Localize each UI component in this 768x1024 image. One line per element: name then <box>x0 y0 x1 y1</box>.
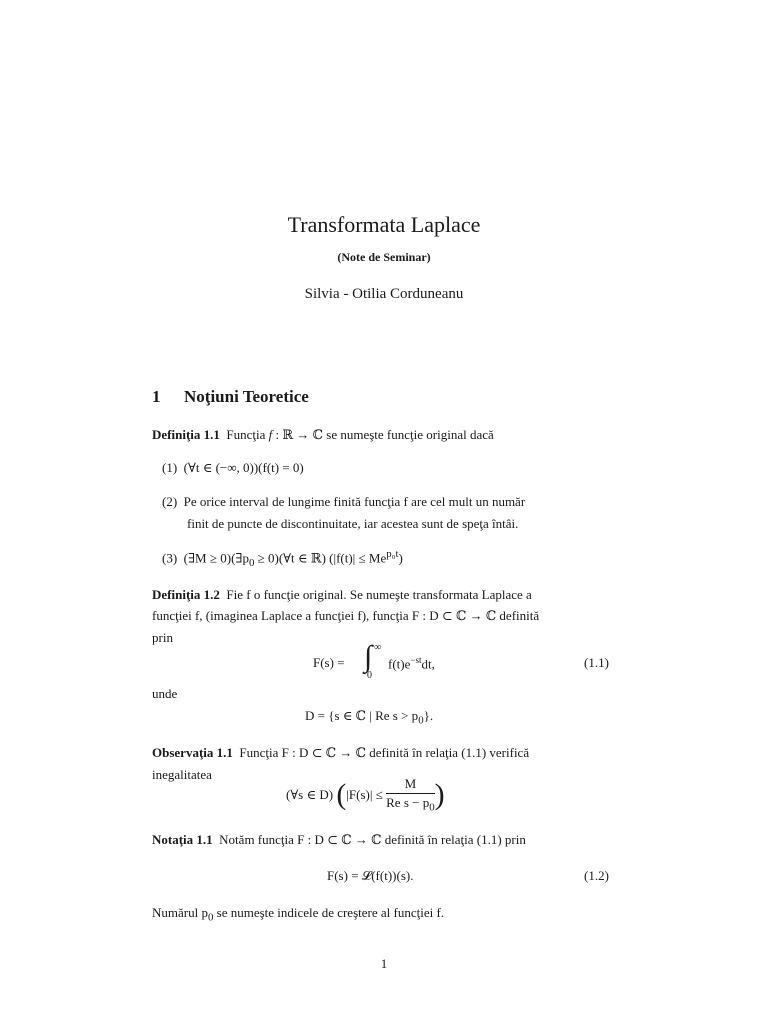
definition-label: Definiţia 1.2 <box>152 587 220 602</box>
equation-lhs: F(s) = <box>313 655 345 670</box>
document-title: Transformata Laplace <box>287 212 481 237</box>
condition-text: Pe orice interval de lungime finită funcţia f are cel mult un număr <box>183 494 526 509</box>
section-number: 1 <box>152 387 161 406</box>
integral-sign: ∫ <box>364 640 373 673</box>
definition-1-2 <box>152 587 532 603</box>
fraction <box>386 776 435 814</box>
domain-text: }. <box>423 708 434 723</box>
fraction-numerator: M <box>386 776 435 794</box>
closing-text: se numeşte indicele de creştere al funcţiei f. <box>213 905 445 920</box>
definition-1-1 <box>152 427 494 443</box>
definition-text: Funcţia <box>226 427 269 442</box>
equation-1-1 <box>313 655 345 671</box>
condition-number: (1) <box>162 460 178 475</box>
math-subscript: 0 <box>207 911 214 924</box>
definition-label: Definiţia 1.1 <box>152 427 220 442</box>
math-subscript: 0 <box>248 556 255 569</box>
inequality-lhs: (∀s ∈ D) <box>286 786 334 802</box>
condition-2-continued: finit de puncte de discontinuitate, iar acestea sunt de speţa întâi. <box>187 516 519 531</box>
unde-text: unde <box>152 686 178 701</box>
closing-text: Numărul p <box>152 905 208 920</box>
inequality-abs: |F(s)| ≤ <box>346 786 383 802</box>
condition-math: (∀t ∈ (−∞, 0))(f(t) = 0) <box>183 460 304 475</box>
fraction-denominator <box>386 794 435 814</box>
math-superscript: p₀t <box>386 548 399 560</box>
definition-text: Fie f o funcţie original. Se numeşte transformata Laplace a <box>226 587 532 602</box>
condition-math: ) <box>398 550 403 566</box>
integrand-tail: dt, <box>421 656 435 672</box>
integral-upper-limit: ∞ <box>374 642 382 653</box>
integral-body <box>388 655 435 672</box>
left-paren: ( <box>336 777 347 811</box>
observation-text: Funcţia F : D ⊂ ℂ → ℂ definită în relaţia (1.1) verifică <box>239 745 530 760</box>
condition-math: (∃M ≥ 0)(∃p <box>183 550 249 566</box>
observation-1-1 <box>152 745 529 761</box>
math-f: f <box>268 427 273 442</box>
condition-math: ≥ 0)(∀t ∈ ℝ) (|f(t)| ≤ Me <box>254 550 387 566</box>
right-paren: ) <box>434 777 445 811</box>
domain-definition <box>305 708 433 727</box>
inequality <box>286 776 445 814</box>
condition-number: (3) <box>162 550 178 566</box>
section-title: Noţiuni Teoretice <box>184 387 309 406</box>
closing-sentence <box>152 905 444 924</box>
denominator-text: Re s − p <box>386 795 430 810</box>
document-author: Silvia - Otilia Corduneanu <box>304 286 464 302</box>
condition-number: (2) <box>162 494 178 509</box>
document-subtitle: (Note de Seminar) <box>337 250 431 264</box>
observation-text-line: inegalitatea <box>152 767 212 782</box>
definition-text: se numeşte funcţie original dacă <box>323 427 494 442</box>
equation-number: (1.2) <box>584 868 609 883</box>
integral-lower-limit: 0 <box>367 670 372 681</box>
math-subscript: 0 <box>418 714 424 727</box>
notation-label: Notaţia 1.1 <box>152 832 213 847</box>
condition-1 <box>162 460 304 476</box>
integrand-exponent: −st <box>410 655 422 665</box>
math-map: : ℝ → ℂ <box>272 427 324 442</box>
equation-1-2: F(s) = 𝓛(f(t))(s). <box>327 868 414 883</box>
condition-3 <box>162 548 403 569</box>
equation-number: (1.1) <box>584 655 609 670</box>
observation-label: Observaţia 1.1 <box>152 745 233 760</box>
definition-text-line: funcţiei f, (imaginea Laplace a funcţiei f), funcţia F : D ⊂ ℂ → ℂ definită <box>152 608 540 623</box>
definition-text-line: prin <box>152 630 173 645</box>
integrand: f(t)e <box>388 656 411 672</box>
domain-text: D = {s ∈ ℂ | Re s > p <box>305 708 419 723</box>
notation-1-1 <box>152 832 526 848</box>
math-subscript: 0 <box>429 801 435 814</box>
notation-text: Notăm funcţia F : D ⊂ ℂ → ℂ definită în relaţia (1.1) prin <box>219 832 526 847</box>
condition-2 <box>162 494 525 510</box>
page-number: 1 <box>380 956 388 971</box>
